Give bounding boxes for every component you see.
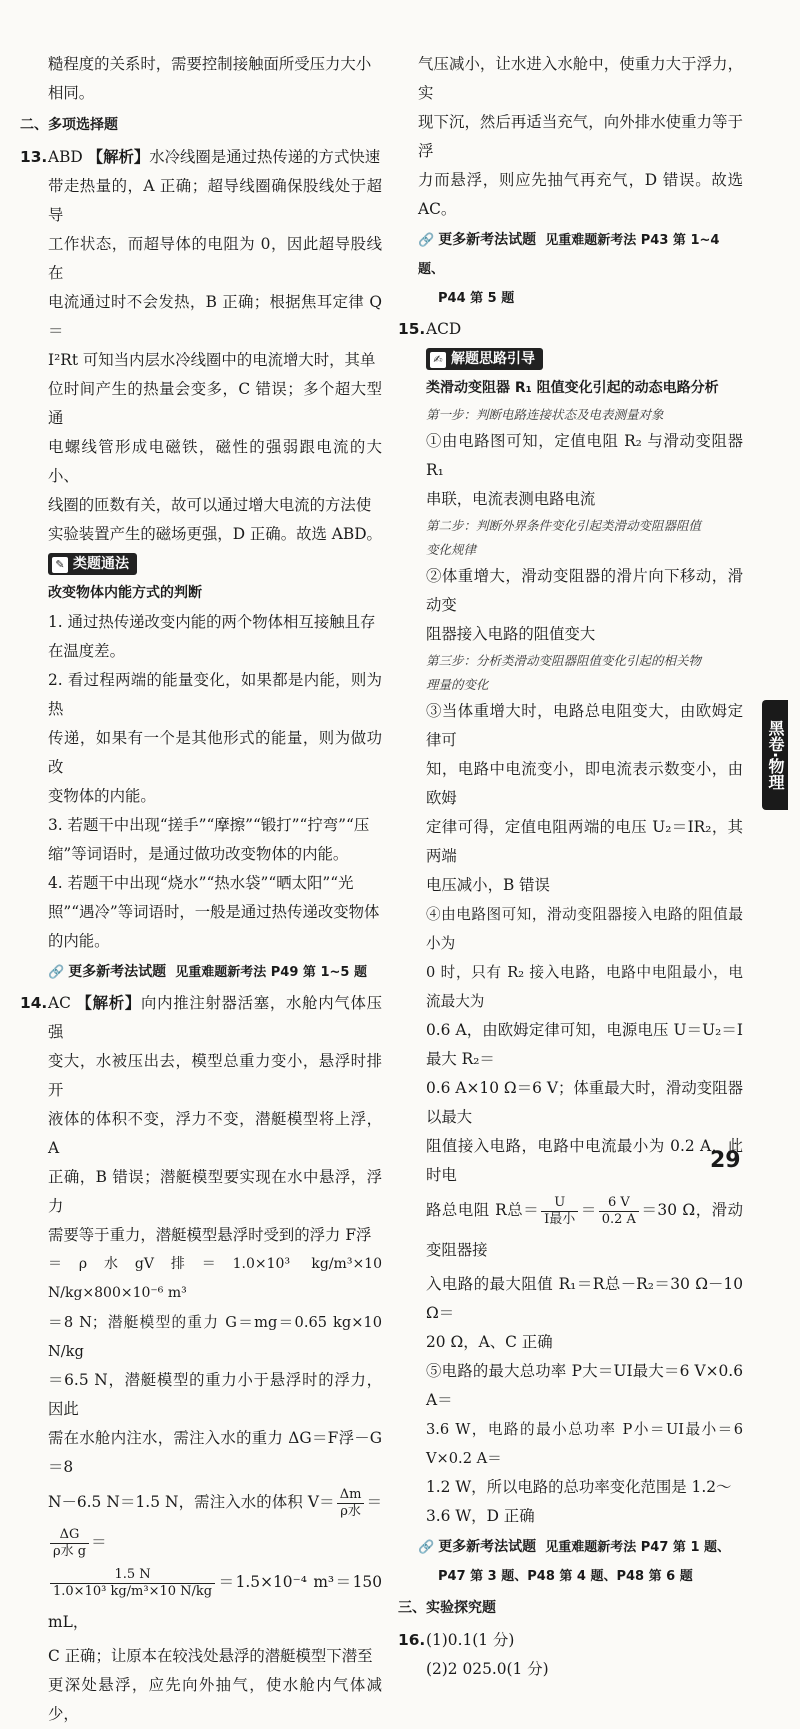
method-banner: ✎ 类题通法: [48, 553, 137, 575]
intro-line: 糙程度的关系时，需要控制接触面所受压力大小: [48, 55, 372, 73]
text-line: 电螺线管形成电磁铁，磁性的强弱跟电流的大小、: [48, 438, 382, 485]
text-line: 水冷线圈是通过热传递的方式快速: [149, 148, 381, 166]
method-block: [20, 579, 382, 956]
text-line: 知，电路中电流变小，即电流表示数变小，由欧姆: [426, 760, 743, 807]
question-number: 13.: [20, 148, 48, 166]
question-number: 14.: [20, 994, 48, 1012]
link-icon: 🔗: [48, 965, 65, 980]
text-line: 力而悬浮，则应先抽气再充气，D 错误。故选 AC。: [418, 171, 743, 218]
text-line: ①由电路图可知，定值电阻 R₂ 与滑动变阻器 R₁: [426, 432, 743, 479]
left-column: [20, 50, 382, 1729]
fraction: $\frac{\Delta G}{\text{ρ水 g}}$: [50, 1527, 89, 1560]
text-line: 变大，水被压出去，模型总重力变小，悬浮时排开: [48, 1052, 382, 1099]
text-line: ②体重增大，滑动变阻器的滑片向下移动，滑动变: [426, 567, 743, 614]
text-line: I²Rt 可知当内层水冷线圈中的电流增大时，其单: [48, 351, 376, 369]
text-line: 带走热量的，A 正确；超导线圈确保股线处于超导: [48, 177, 382, 224]
answer: ABD: [48, 148, 83, 166]
text-line: 更深处悬浮，应先向外抽气，使水舱内气体减少，: [48, 1676, 382, 1723]
text-line: 需要等于重力，潜艇模型悬浮时受到的浮力 F浮: [48, 1226, 372, 1244]
text-line: 3.6 W，D 正确: [426, 1507, 535, 1525]
text-line: ③当体重增大时，电路总电阻变大，由欧姆定律可: [426, 702, 743, 749]
text-line: 向内推注射器活塞，水舱内气体压强: [48, 994, 382, 1041]
guide-title: 类滑动变阻器 R₁ 阻值变化引起的动态电路分析: [426, 380, 719, 396]
text-line: 工作状态，而超导体的电阻为 0，因此超导股线在: [48, 235, 382, 282]
text-line: 3.6 W，电路的最小总功率 P小＝UI最小＝6 V×0.2 A＝: [426, 1421, 743, 1467]
fraction: $\frac{1.5 N}{\text{1.0×10³ kg/m³×10 N/kg}}$: [50, 1567, 215, 1600]
text-line: 0.6 A，由欧姆定律可知，电源电压 U＝U₂＝I最大 R₂＝: [426, 1021, 743, 1068]
text-line: 20 Ω，A、C 正确: [426, 1333, 553, 1351]
fraction: $\frac{6 V}{0.2 A}$: [599, 1195, 639, 1228]
edit-icon: ✍: [430, 352, 446, 368]
question-number: 16.: [398, 1631, 426, 1649]
text-line: 线圈的匝数有关，故可以通过增大电流的方法使: [48, 496, 372, 514]
method-item: 在温度差。: [48, 642, 125, 660]
text: N－6.5 N＝1.5 N，需注入水的体积 V＝: [48, 1493, 335, 1511]
analysis-tag: 【解析】: [76, 994, 141, 1012]
text-line: 需在水舱内注水，需注入水的重力 ΔG＝F浮－G＝8: [48, 1429, 382, 1476]
method-item: 变物体的内能。: [48, 787, 156, 805]
result-line: [48, 1562, 382, 1642]
step-label: 理量的变化: [426, 677, 489, 692]
analysis-tag: 【解析】: [87, 148, 150, 166]
text-line: 入电路的最大阻值 R₁＝R总－R₂＝30 Ω－10 Ω＝: [426, 1275, 743, 1322]
fraction: $\frac{\Delta m}{\text{ρ水}}$: [337, 1487, 365, 1520]
subject-side-tab: 黑卷·物理: [762, 700, 788, 810]
text: ＝1.5×10⁻⁴ m³＝150 mL，: [48, 1573, 382, 1631]
text-line: ⑤电路的最大总功率 P大＝UI最大＝6 V×0.6 A＝: [426, 1362, 743, 1409]
key-icon: ✎: [52, 557, 68, 573]
step-label: 第三步：分析类滑动变阻器阻值变化引起的相关物: [426, 653, 702, 668]
method-item: 照”“遇冷”等词语时，一般是通过热传递改变物体: [48, 903, 380, 921]
more-questions-link[interactable]: 🔗 更多新考法试题 见重难题新考法 P49 第 1~5 题: [48, 964, 367, 980]
text-line: 现下沉，然后再适当充气，向外排水使重力等于浮: [418, 113, 743, 160]
text-line: 实验装置产生的磁场更强，D 正确。故选 ABD。: [48, 525, 382, 543]
link-icon: 🔗: [418, 233, 435, 248]
fraction: $\frac{U}{\text{I最小}}$: [541, 1195, 578, 1228]
text-line: 阻值接入电路，电路中电流最小为 0.2 A，此时电: [426, 1137, 743, 1184]
page-number: 29: [710, 1148, 741, 1173]
method-title: 改变物体内能方式的判断: [48, 585, 202, 601]
text-line: 1.2 W，所以电路的总功率变化范围是 1.2～: [426, 1478, 732, 1496]
answer: (2)2 025.0(1 分): [426, 1660, 549, 1678]
text-line: ＝8 N；潜艇模型的重力 G＝mg＝0.65 kg×10 N/kg: [48, 1314, 382, 1360]
method-item: 的内能。: [48, 932, 110, 950]
step-label: 变化规律: [426, 542, 477, 557]
intro-line: 相同。: [48, 84, 95, 102]
text-line: 串联，电流表测电路电流: [426, 490, 596, 508]
text-line: 液体的体积不变，浮力不变，潜艇模型将上浮，A: [48, 1110, 382, 1157]
more-questions-link[interactable]: 🔗 更多新考法试题 见重难题新考法 P47 第 1 题、 P47 第 3 题、P48 第 4 题、P48 第 6 题: [418, 1539, 731, 1584]
answer: ACD: [426, 320, 462, 338]
question-number: 15.: [398, 320, 426, 338]
text-line: 定律可得，定值电阻两端的电压 U₂＝IR₂，其两端: [426, 818, 743, 865]
text-line: ④由电路图可知，滑动变阻器接入电路的阻值最小为: [426, 906, 743, 952]
right-column: [398, 50, 743, 1684]
section-heading: 三、实验探究题: [398, 1600, 496, 1616]
method-item: 缩”等词语时，是通过做功改变物体的内能。: [48, 845, 349, 863]
step-label: 第一步：判断电路连接状态及电表测量对象: [426, 407, 664, 422]
answer: (1)0.1(1 分): [426, 1631, 515, 1649]
guide-banner: ✍ 解题思路引导: [426, 348, 543, 370]
text-line: ＝6.5 N，潜艇模型的重力小于悬浮时的浮力，因此: [48, 1371, 382, 1418]
more-questions-link[interactable]: 🔗 更多新考法试题 见重难题新考法 P43 第 1~4 题、 P44 第 5 题: [418, 232, 720, 306]
link-icon: 🔗: [418, 1540, 435, 1555]
text-line: 气压减小，让水进入水舱中，使重力大于浮力，实: [418, 55, 743, 102]
method-item: 2. 看过程两端的能量变化，如果都是内能，则为热: [48, 671, 382, 718]
text-line: 位时间产生的热量会变多，C 错误；多个超大型通: [48, 380, 382, 427]
resistance-line: 路总电阻 R总＝ $\frac{U}{\text{I最小}}$ ＝ $\frac{6 V}{0.2 A}$ ＝30 Ω，滑动变阻器接: [426, 1194, 743, 1259]
text-line: 电流通过时不会发热，B 正确；根据焦耳定律 Q＝: [48, 293, 382, 340]
text-line: C 正确；让原本在较浅处悬浮的潜艇模型下潜至: [48, 1647, 373, 1665]
method-item: 4. 若题干中出现“烧水”“热水袋”“晒太阳”“光: [48, 874, 354, 892]
step-label: 第二步：判断外界条件变化引起类滑动变阻器阻值: [426, 518, 702, 533]
answer: AC: [48, 994, 71, 1012]
text-line: 阻器接入电路的阻值变大: [426, 625, 596, 643]
method-item: 传递，如果有一个是其他形式的能量，则为做功改: [48, 729, 382, 776]
method-item: 1. 通过热传递改变内能的两个物体相互接触且存: [48, 613, 376, 631]
text-line: ＝ρ水gV排＝1.0×10³ kg/m³×10 N/kg×800×10⁻⁶ m³: [48, 1256, 382, 1301]
text-line: 0.6 A×10 Ω＝6 V；体重最大时，滑动变阻器以最大: [426, 1079, 743, 1126]
question-13: [20, 143, 382, 549]
volume-line: N－6.5 N＝1.5 N，需注入水的体积 V＝ $\frac{\Delta m}{\text{ρ水}}$ ＝ $\frac{\Delta G}{\text{ρ水 g}}$ ＝: [48, 1486, 382, 1559]
question-14: [20, 989, 382, 1729]
method-item: 3. 若题干中出现“搓手”“摩擦”“锻打”“拧弯”“压: [48, 816, 370, 834]
text-line: 正确，B 错误；潜艇模型要实现在水中悬浮，浮力: [48, 1168, 382, 1215]
text-line: 0 时，只有 R₂ 接入电路，电路中电阻最小，电流最大为: [426, 964, 743, 1010]
section-heading: 二、多项选择题: [20, 117, 118, 133]
text-line: 电压减小，B 错误: [426, 876, 550, 894]
